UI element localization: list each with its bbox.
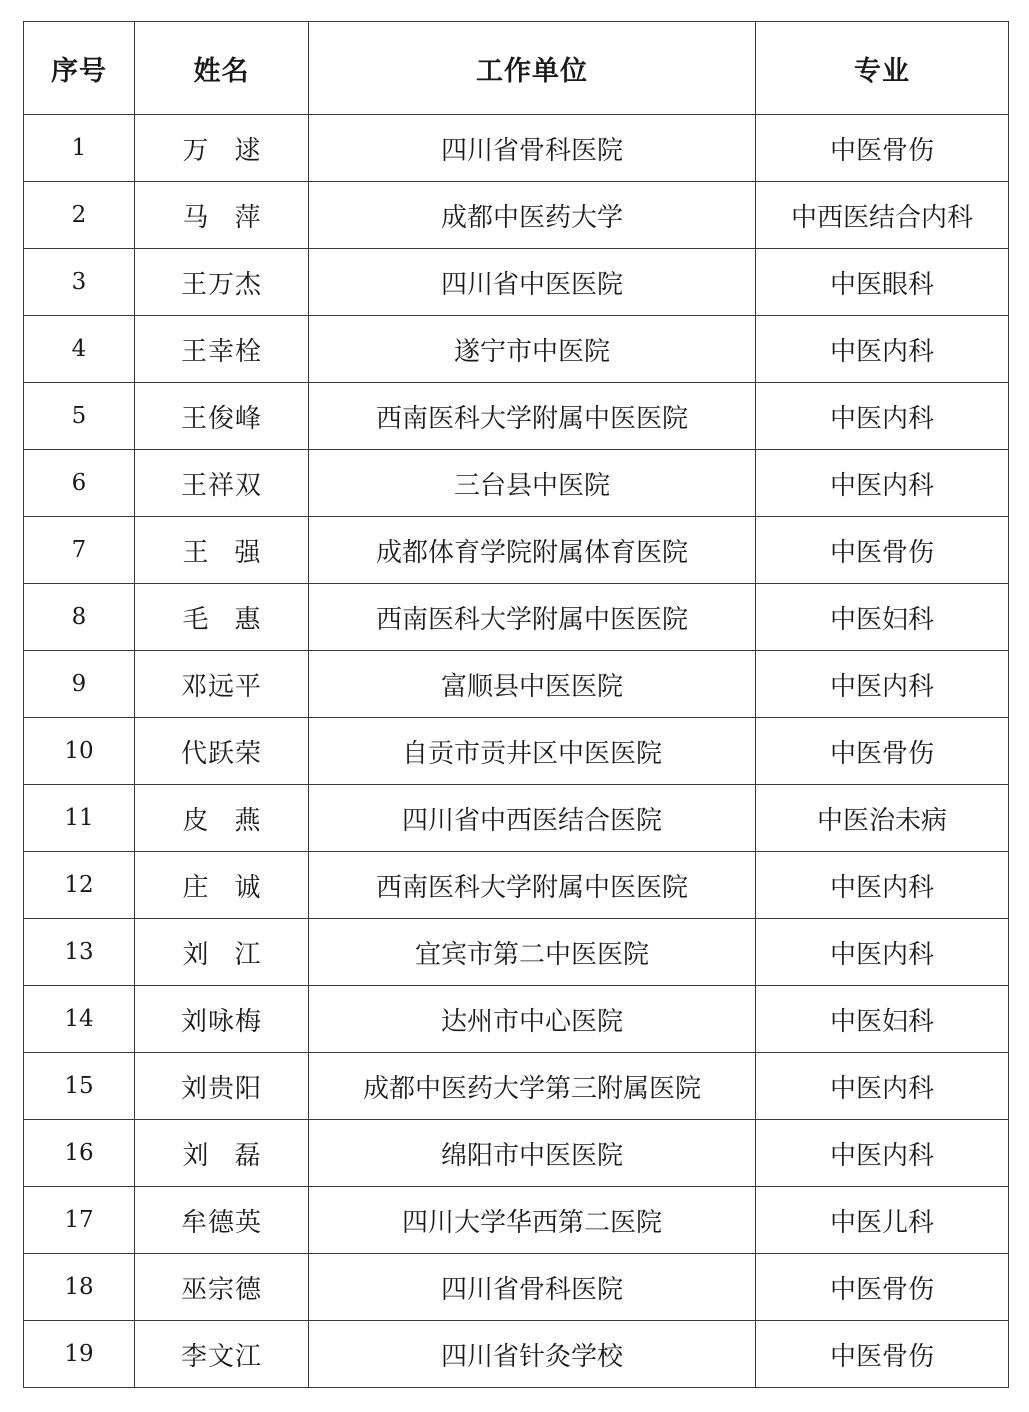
cell-unit: 西南医科大学附属中医医院: [309, 584, 756, 651]
cell-index: 2: [24, 182, 135, 249]
cell-name: 马 萍: [135, 182, 309, 249]
cell-index: 17: [24, 1187, 135, 1254]
cell-index: 9: [24, 651, 135, 718]
cell-unit: 四川省骨科医院: [309, 115, 756, 182]
cell-unit: 成都中医药大学第三附属医院: [309, 1053, 756, 1120]
cell-unit: 达州市中心医院: [309, 986, 756, 1053]
cell-specialty: 中医内科: [756, 1053, 1009, 1120]
table-row: [24, 1254, 1009, 1321]
cell-name: 王祥双: [135, 450, 309, 517]
cell-index: 1: [24, 115, 135, 182]
cell-unit: 自贡市贡井区中医医院: [309, 718, 756, 785]
header-unit: 工作单位: [309, 22, 756, 115]
table-row: [24, 1187, 1009, 1254]
cell-specialty: 中医内科: [756, 383, 1009, 450]
cell-index: 7: [24, 517, 135, 584]
cell-name: 牟德英: [135, 1187, 309, 1254]
cell-specialty: 中医骨伤: [756, 1254, 1009, 1321]
cell-index: 19: [24, 1321, 135, 1388]
cell-specialty: 中医治未病: [756, 785, 1009, 852]
cell-unit: 四川省针灸学校: [309, 1321, 756, 1388]
cell-name: 王幸栓: [135, 316, 309, 383]
cell-index: 6: [24, 450, 135, 517]
cell-index: 16: [24, 1120, 135, 1187]
cell-index: 13: [24, 919, 135, 986]
cell-unit: 四川省中医医院: [309, 249, 756, 316]
cell-unit: 宜宾市第二中医医院: [309, 919, 756, 986]
cell-unit: 成都中医药大学: [309, 182, 756, 249]
table-row: [24, 1120, 1009, 1187]
cell-specialty: 中医内科: [756, 1120, 1009, 1187]
table-header-row: [24, 22, 1009, 115]
table-row: [24, 1053, 1009, 1120]
cell-specialty: 中医骨伤: [756, 1321, 1009, 1388]
cell-index: 18: [24, 1254, 135, 1321]
table-row: [24, 450, 1009, 517]
table-row: [24, 785, 1009, 852]
cell-unit: 绵阳市中医医院: [309, 1120, 756, 1187]
table-row: [24, 852, 1009, 919]
cell-name: 皮 燕: [135, 785, 309, 852]
cell-name: 刘贵阳: [135, 1053, 309, 1120]
cell-index: 5: [24, 383, 135, 450]
table-row: [24, 919, 1009, 986]
cell-name: 王 强: [135, 517, 309, 584]
cell-index: 12: [24, 852, 135, 919]
cell-name: 代跃荣: [135, 718, 309, 785]
cell-specialty: 中医内科: [756, 651, 1009, 718]
cell-index: 8: [24, 584, 135, 651]
cell-unit: 西南医科大学附属中医医院: [309, 383, 756, 450]
cell-unit: 富顺县中医医院: [309, 651, 756, 718]
cell-name: 刘 江: [135, 919, 309, 986]
cell-index: 11: [24, 785, 135, 852]
header-index: 序号: [24, 22, 135, 115]
cell-name: 庄 诚: [135, 852, 309, 919]
cell-name: 刘 磊: [135, 1120, 309, 1187]
table-row: [24, 115, 1009, 182]
cell-unit: 遂宁市中医院: [309, 316, 756, 383]
cell-specialty: 中医妇科: [756, 986, 1009, 1053]
header-specialty: 专业: [756, 22, 1009, 115]
table-row: [24, 1321, 1009, 1388]
table-row: [24, 651, 1009, 718]
cell-index: 15: [24, 1053, 135, 1120]
cell-unit: 四川省骨科医院: [309, 1254, 756, 1321]
cell-name: 刘咏梅: [135, 986, 309, 1053]
cell-specialty: 中医骨伤: [756, 718, 1009, 785]
cell-specialty: 中医妇科: [756, 584, 1009, 651]
cell-unit: 西南医科大学附属中医医院: [309, 852, 756, 919]
table-row: [24, 316, 1009, 383]
cell-specialty: 中医内科: [756, 919, 1009, 986]
cell-name: 李文江: [135, 1321, 309, 1388]
table-row: [24, 517, 1009, 584]
cell-specialty: 中医眼科: [756, 249, 1009, 316]
table-row: [24, 249, 1009, 316]
cell-name: 邓远平: [135, 651, 309, 718]
expert-roster-table: [23, 21, 1009, 1388]
cell-name: 毛 惠: [135, 584, 309, 651]
cell-name: 巫宗德: [135, 1254, 309, 1321]
cell-specialty: 中医骨伤: [756, 517, 1009, 584]
cell-index: 14: [24, 986, 135, 1053]
cell-specialty: 中医儿科: [756, 1187, 1009, 1254]
cell-name: 王俊峰: [135, 383, 309, 450]
table-row: [24, 718, 1009, 785]
cell-unit: 四川大学华西第二医院: [309, 1187, 756, 1254]
header-name: 姓名: [135, 22, 309, 115]
cell-index: 4: [24, 316, 135, 383]
cell-name: 万 逑: [135, 115, 309, 182]
cell-specialty: 中医内科: [756, 450, 1009, 517]
table-row: [24, 584, 1009, 651]
cell-unit: 四川省中西医结合医院: [309, 785, 756, 852]
cell-name: 王万杰: [135, 249, 309, 316]
cell-unit: 三台县中医院: [309, 450, 756, 517]
cell-specialty: 中医内科: [756, 316, 1009, 383]
cell-specialty: 中医骨伤: [756, 115, 1009, 182]
table-row: [24, 383, 1009, 450]
cell-index: 3: [24, 249, 135, 316]
table-row: [24, 986, 1009, 1053]
cell-index: 10: [24, 718, 135, 785]
cell-unit: 成都体育学院附属体育医院: [309, 517, 756, 584]
cell-specialty: 中医内科: [756, 852, 1009, 919]
cell-specialty: 中西医结合内科: [756, 182, 1009, 249]
table-row: [24, 182, 1009, 249]
